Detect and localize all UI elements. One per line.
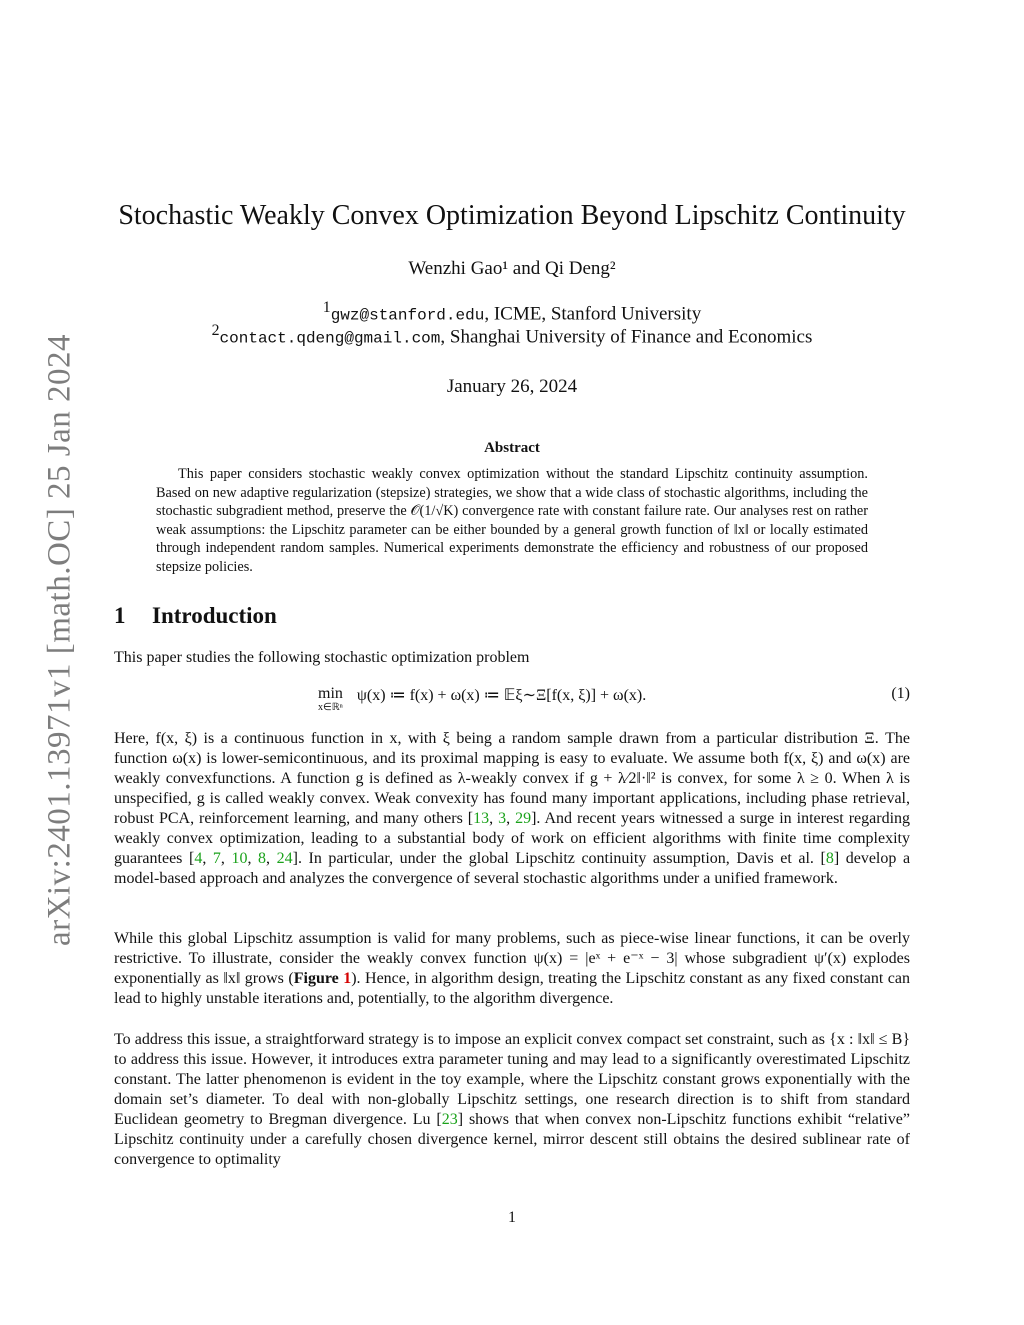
abstract-text: This paper considers stochastic weakly convex optimization without the standard Lipschitz continuity assumption. Based on new adaptive regularization (stepsize) strategies, we show that a wide class of stochastic algorithms, including the stochastic subgradient method, preserve the 𝒪(1/√K) convergence rate with constant failure rate. Our analyses rest on rather weak assumptions: the Lipschitz parameter can be either bounded by a general growth function of ‖x‖ or locally estimated through independent random samples. Numerical experiments demonstrate the efficiency and robustness of our proposed stepsize policies. <box>156 466 868 575</box>
min-subscript: x∈ℝⁿ <box>318 702 343 713</box>
paper-title: Stochastic Weakly Convex Optimization Beyond Lipschitz Continuity <box>118 200 906 231</box>
arxiv-identifier-stamp: arXiv:2401.13971v1 [math.OC] 25 Jan 2024 <box>41 333 78 947</box>
citation-link[interactable]: 24 <box>276 850 293 867</box>
section-heading <box>114 603 277 629</box>
author-list: Wenzhi Gao¹ and Qi Deng² <box>408 258 616 279</box>
affiliation-text: , ICME, Stanford University <box>484 303 702 325</box>
paragraph-3: To address this issue, a straightforward strategy is to impose an explicit convex compact set constraint, such as {x : ‖x‖ ≤ B} to address this issue. However, it introduces extra parameter tuning and may lead to a significantly overestimated Lipschitz constant. The latter phenomenon is evident in the toy example, where the Lipschitz constant grows exponentially with the domain set’s diameter. To deal with non-globally Lipschitz settings, one research direction is to shift from standard Euclidean geometry to Bregman divergence. Lu [23] shows that when convex non-Lipschitz functions exhibit “relative” Lipschitz continuity under a carefully chosen divergence kernel, mirror descent still obtains the desired sublinear rate of convergence to optimality <box>114 1031 910 1168</box>
affiliation-text: , Shanghai University of Finance and Economics <box>440 326 813 348</box>
paragraph-2: While this global Lipschitz assumption is valid for many problems, such as piece-wise linear functions, it can be overly restrictive. To illustrate, consider the weakly convex function ψ(x) = |eˣ + e⁻ˣ − 3| whose subgradient ψ′(x) explodes exponentially as ‖x‖ grows (Figure 1). Hence, in algorithm design, treating the Lipschitz constant as any fixed constant can lead to highly unstable iterations and, potentially, to the algorithm divergence. <box>114 930 911 1007</box>
author-email-link[interactable]: gwz@stanford.edu <box>330 306 485 325</box>
citation-link[interactable]: 8 <box>258 850 267 867</box>
citation-link[interactable]: 8 <box>825 850 834 867</box>
equation-body <box>318 685 646 713</box>
abstract-heading: Abstract <box>484 440 540 456</box>
section-title: Introduction <box>152 603 277 628</box>
page-number: 1 <box>508 1209 516 1226</box>
section-number: 1 <box>114 603 126 628</box>
figure-reference-link[interactable]: 1 <box>343 970 352 987</box>
citation-link[interactable]: 7 <box>212 850 221 867</box>
affiliation-marker: 1 <box>322 299 331 316</box>
min-operator: min x∈ℝⁿ <box>318 685 343 713</box>
equation-expression: ψ(x) ≔ f(x) + ω(x) ≔ 𝔼ξ∼Ξ[f(x, ξ)] + ω(x). <box>356 687 647 704</box>
citation-link[interactable]: 4 <box>194 850 203 867</box>
figure-label: Figure <box>293 970 339 987</box>
citation-link[interactable]: 13 <box>473 810 490 827</box>
author-email-link[interactable]: contact.qdeng@gmail.com <box>219 329 441 348</box>
intro-sentence: This paper studies the following stochastic optimization problem <box>114 649 530 666</box>
affiliation-marker: 2 <box>211 322 220 339</box>
equation-number: (1) <box>891 685 910 702</box>
affiliation-2 <box>90 322 934 348</box>
citation-link[interactable]: 23 <box>441 1111 458 1128</box>
citation-link[interactable]: 3 <box>498 810 507 827</box>
citation-link[interactable]: 10 <box>231 850 248 867</box>
publication-date: January 26, 2024 <box>446 376 578 397</box>
equation-1 <box>114 684 910 718</box>
citation-link[interactable]: 29 <box>515 810 532 827</box>
paragraph-1: Here, f(x, ξ) is a continuous function in x, with ξ being a random sample drawn from a particular distribution Ξ. The function ω(x) is lower-semicontinuous, and its proximal mapping is easy to evaluate. We assume both f(x, ξ) and ω(x) are weakly convexfunctions. A function g is defined as λ-weakly convex if g + λ⁄2‖·‖² is convex, for some λ ≥ 0. When λ is unspecified, g is called weakly convex. Weak convexity has found many important applications, including phase retrieval, robust PCA, reinforcement learning, and many others [13, 3, 29]. And recent years witnessed a surge in interest regarding weakly convex optimization, leading to a substantial body of work on efficient algorithms with finite time complexity guarantees [4, 7, 10, 8, 24]. In particular, under the global Lipschitz continuity assumption, Davis et al. [8] develop a model-based approach and analyzes the convergence of several stochastic algorithms under a unified framework. <box>114 730 911 887</box>
